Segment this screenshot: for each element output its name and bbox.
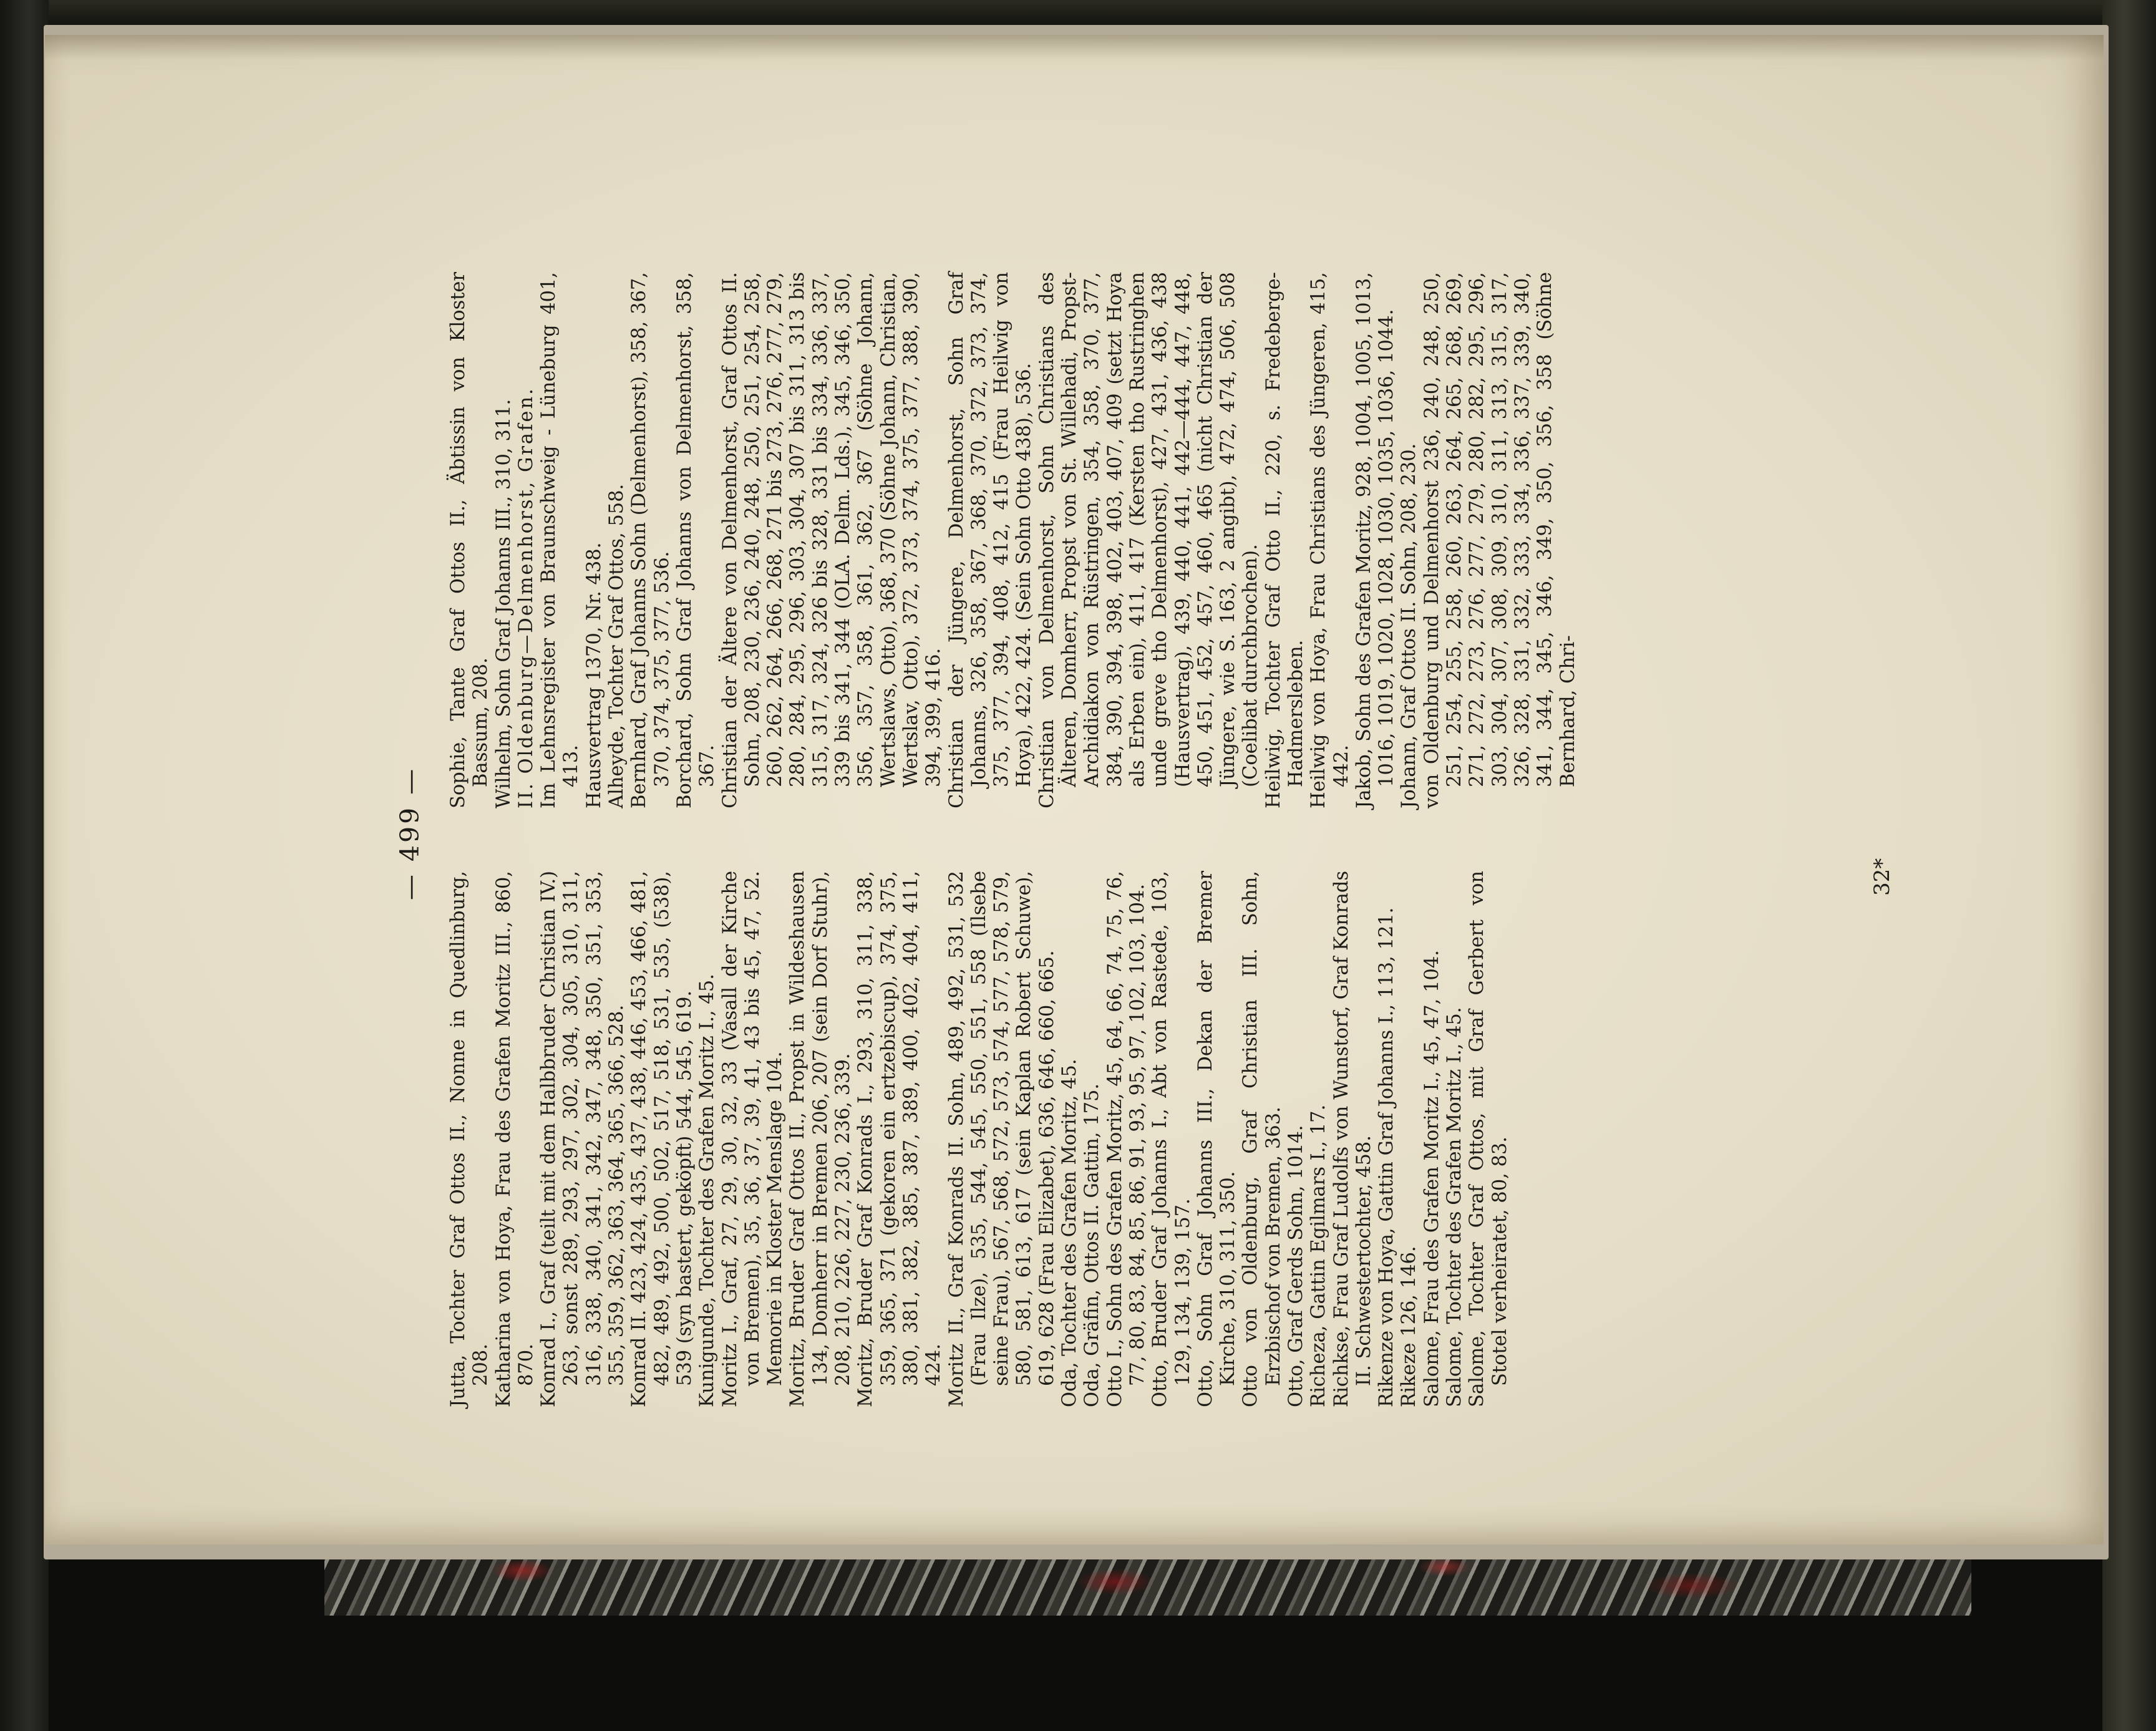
index-entry: Sophie, Tante Graf Ottos II., Äbtissin von Kloster Bassum, 208. xyxy=(447,272,492,808)
index-column-left xyxy=(447,871,1512,1407)
index-entry: Alheyde, Tochter Graf Ottos, 558. xyxy=(606,483,628,808)
index-entry: Moritz I., Graf, 27, 29, 30, 32, 33 (Vasall der Kirche von Bremen), 35, 36, 37, 39, 41, 43 bis 45, 47, 52. Memorie in Kloster Menslage 104. xyxy=(719,871,787,1407)
index-entry: Christian der Ältere von Delmenhorst, Graf Ottos II. Sohn, 208, 230, 236, 240, 248, 250, 251, 254, 258, 260, 262, 264, 266, 268, 271 bis 273, 276, 277, 279, 280, 284, 295, 296, 303, 304, 307 bis 311, 313 bis 315, 317, 324, 326 bis 328, 331 bis 334, 336, 337, 339 bis 341, 344 (OLA. Delm. Lds.), 345, 346, 350, 356, 357, 358, 361, 362, 367 (Söhne Johann, Wertslaws, Otto), 368, 370 (Söhne Johann, Christian, Wertslav, Otto), 372, 373, 374, 375, 377, 388, 390, 394, 399, 416. xyxy=(719,272,945,808)
index-entry: Christian der Jüngere, Delmenhorst, Sohn Graf Johanns, 326, 358, 367, 368, 370, 372, 373, 374, 375, 377, 394, 408, 412, 415 (Frau Heilwig von Hoya), 422, 424. (Sein Sohn Otto 438), 536. xyxy=(945,272,1036,808)
index-entry: Rikeze 126, 146. xyxy=(1398,1246,1420,1407)
index-entry: Jakob, Sohn des Grafen Moritz, 928, 1004, 1005, 1013, 1016, 1019, 1020, 1028, 1030, 1035, 1036, 1044. xyxy=(1352,272,1398,808)
signature-mark: 32* xyxy=(1870,858,1895,896)
index-entry: Johann, Graf Ottos II. Sohn, 208, 230. xyxy=(1398,443,1420,808)
page-gutter-shadow xyxy=(45,35,2104,60)
index-entry: Wilhelm, Sohn Graf Johanns III., 310, 311. xyxy=(492,399,515,808)
index-entry: Kunigunde, Tochter des Grafen Moritz I., 45. xyxy=(696,974,719,1407)
index-entry: Otto, Graf Gerds Sohn, 1014. xyxy=(1284,1125,1307,1407)
index-entry: Richeza, Gattin Egilmars I., 17. xyxy=(1308,1104,1330,1407)
index-entry: Salome, Frau des Grafen Moritz I., 45, 47, 104. xyxy=(1420,950,1443,1407)
index-entry: Moritz II., Graf Konrads II. Sohn, 489, 492, 531, 532 (Frau Ilze), 535, 544, 545, 550, 551, 558 (Ilsebe seine Frau), 567, 568, 572, 573, 574, 577, 578, 579, 580, 581, 613, 617 (sein Kaplan Robert Schuwe), 619, 628 (Frau Elizabet), 636, 646, 660, 665. xyxy=(945,871,1058,1407)
index-entry: Richkse, Frau Graf Ludolfs von Wunstorf, Graf Konrads II. Schwestertochter, 458. xyxy=(1330,871,1375,1407)
index-entry: Jutta, Tochter Graf Ottos II., Nonne in Quedlinburg, 208. xyxy=(447,871,492,1407)
index-entry: Moritz, Bruder Graf Konrads I., 293, 310, 311, 338, 359, 365, 371 (gekoren ein ertzebiscup), 374, 375, 380, 381, 382, 385, 387, 389, 400, 402, 404, 411, 424. xyxy=(855,871,945,1407)
index-entry: Otto von Oldenburg, Graf Christian III. Sohn, Erzbischof von Bremen, 363. xyxy=(1240,871,1284,1407)
index-entry: Moritz, Bruder Graf Ottos II., Propst in Wildeshausen 134, Domherr in Bremen 206, 207 (sein Dorf Stuhr), 208, 210, 226, 227, 230, 236, 339. xyxy=(787,871,855,1407)
index-entry: Otto, Sohn Graf Johanns III., Dekan der Bremer Kirche, 310, 311, 350. xyxy=(1194,871,1240,1407)
book-page xyxy=(45,35,2104,1544)
index-entry: von Oldenburg und Delmenhorst 236, 240, 248, 250, 251, 254, 255, 258, 260, 263, 264, 265, 268, 269, 271, 272, 273, 276, 277, 279, 280, 282, 295, 296, 303, 304, 307, 308, 309, 310, 311, 313, 315, 317, 326, 328, 331, 332, 333, 334, 336, 337, 339, 340, 341, 344, 345, 346, 349, 350, 356, 358 (Söhne Bernhard, Chri- xyxy=(1420,272,1579,808)
index-entry: Christian von Delmenhorst, Sohn Christians des Älteren, Domherr, Propst von St. Willehadi, Propst-Archidiakon von Rüstringen, 354, 358, 370, 377, 384, 390, 394, 398, 402, 403, 407, 409 (setzt Hoya als Erben ein), 411, 417 (Kersten tho Rustringhen unde greve tho Delmenhorst), 427, 431, 436, 438 (Hausvertrag), 439, 440, 441, 442—444, 447, 448, 450, 451, 452, 457, 460, 465 (nicht Christian der Jüngere, wie S. 163, 2 angibt), 472, 474, 506, 508 (Coelibat durchbrochen). xyxy=(1036,272,1262,808)
index-entry: Bernhard, Graf Johanns Sohn (Delmenhorst), 358, 367, 370, 374, 375, 377, 536. xyxy=(628,272,673,808)
index-section-heading: II. Oldenburg—Delmenhorst, Grafen. xyxy=(515,387,537,808)
book-cover-right xyxy=(2102,0,2156,1731)
index-entry: Hausvertrag 1370, Nr. 438. xyxy=(583,542,605,808)
index-entry: Im Lehnsregister von Braunschweig - Lüneburg 401, 413. xyxy=(538,272,583,808)
index-entry: Rikenze von Hoya, Gattin Graf Johanns I., 113, 121. xyxy=(1376,907,1398,1407)
rotated-text-block xyxy=(388,259,1916,1407)
book-cover-top xyxy=(0,0,2156,25)
index-entry: Konrad II. 423, 424, 435, 437, 438, 446, 453, 466, 481, 482, 489, 492, 500, 502, 517, 518, 531, 535, (538), 539 (syn bastert, geköpft) 544, 545, 619. xyxy=(628,871,696,1407)
index-entry: Otto I., Sohn des Grafen Moritz, 45, 64, 66, 74, 75, 76, 77, 80, 83, 84, 85, 86, 91, 93, 95, 97, 102, 103, 104. xyxy=(1104,871,1148,1407)
index-entry: Heilwig, Tochter Graf Otto II., 220, s. Fredeberge-Hadmersleben. xyxy=(1262,272,1307,808)
index-entry: Oda, Tochter des Grafen Moritz, 45. xyxy=(1059,1059,1081,1407)
index-entry: Salome, Tochter Graf Ottos, mit Graf Gerbert von Stotel verheiratet, 80, 83. xyxy=(1466,871,1511,1407)
index-entry: Oda, Gräfin, Ottos II. Gattin, 175. xyxy=(1081,1083,1104,1407)
index-entry: Konrad I., Graf (teilt mit dem Halbbruder Christian IV.) 263, sonst 289, 293, 297, 302, 304, 305, 310, 311, 316, 338, 340, 341, 342, 347, 348, 350, 351, 353, 355, 359, 362, 363, 364, 365, 366, 528. xyxy=(538,871,628,1407)
index-entry: Katharina von Hoya, Frau des Grafen Moritz III., 860, 870. xyxy=(492,871,537,1407)
book-cover-left xyxy=(0,0,49,1731)
index-column-right xyxy=(447,272,1580,808)
page-number: — 499 — xyxy=(395,766,425,901)
index-entry: Borchard, Sohn Graf Johanns von Delmenhorst, 358, 367. xyxy=(673,272,719,808)
index-entry: Salome, Tochter des Grafen Moritz I., 45. xyxy=(1444,1007,1466,1407)
index-entry: Heilwig von Hoya, Frau Christians des Jüngeren, 415, 442. xyxy=(1308,272,1352,808)
index-entry: Otto, Bruder Graf Johanns I., Abt von Rastede, 103, 129, 134, 139, 157. xyxy=(1149,871,1194,1407)
